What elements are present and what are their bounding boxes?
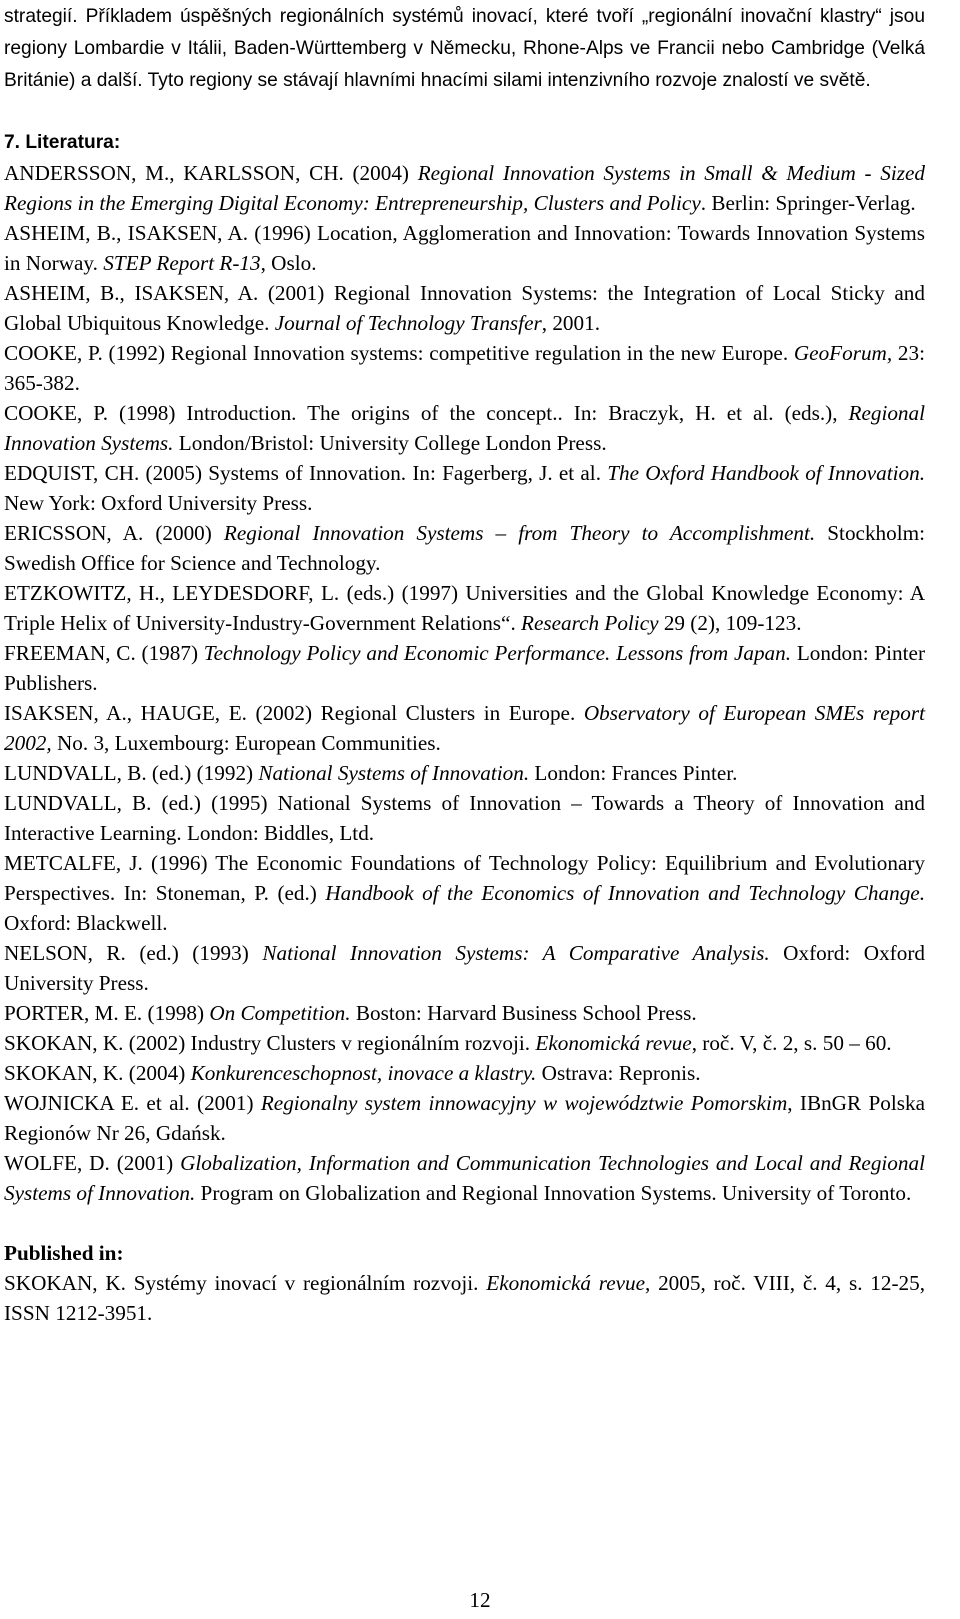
ref-italic: Konkurenceschopnost, inovace a klastry. — [190, 1061, 537, 1085]
literature-heading — [4, 126, 925, 158]
ref-plain: EDQUIST, CH. (2005) Systems of Innovation. In: Fagerberg, J. et al. — [4, 461, 608, 485]
intro-text-1: strategií. Příkladem úspěšných regionálních systémů inovací, které tvoří „regionální inovační klastry“ jsou regiony Lombardie v Itálii, Baden-Württemberg v Německu, Rhone-Alps ve Francii nebo Cambridge (Velká Británie) a další. — [4, 6, 925, 91]
ref-plain: ETZKOWITZ, H., LEYDESDORF, L. (eds.) (1997) Universities and the Global Knowledge Economy: A Triple Helix of University-Industry-Government Relations“. — [4, 581, 925, 635]
ref-plain: FREEMAN, C. (1987) — [4, 641, 204, 665]
reference-item — [4, 1028, 925, 1058]
document-page — [4, 0, 925, 1328]
ref-tail: . Berlin: Springer-Verlag. — [700, 191, 916, 215]
ref-plain: ASHEIM, B., ISAKSEN, A. (2001) Regional Innovation Systems: the Integration of Local Sticky and Global Ubiquitous Knowledge. — [4, 281, 925, 335]
ref-plain: ANDERSSON, M., KARLSSON, CH. (2004) — [4, 161, 418, 185]
reference-item — [4, 698, 925, 758]
reference-item — [4, 398, 925, 458]
ref-italic: Research Policy — [521, 611, 659, 635]
ref-plain: METCALFE, J. (1996) The Economic Foundations of Technology Policy: Equilibrium and Evolutionary Perspectives. In: Stoneman, P. (ed.) — [4, 851, 925, 905]
ref-plain: LUNDVALL, B. (ed.) (1992) — [4, 761, 259, 785]
ref-italic: On Competition. — [209, 1001, 351, 1025]
ref-tail: No. 3, Luxembourg: European Communities. — [51, 731, 441, 755]
ref-plain: ERICSSON, A. (2000) — [4, 521, 224, 545]
ref-plain: COOKE, P. (1998) Introduction. The origins of the concept.. In: Braczyk, H. et al. (eds.), — [4, 401, 849, 425]
ref-tail: , roč. V, č. 2, s. 50 – 60. — [691, 1031, 892, 1055]
intro-paragraph — [4, 0, 925, 96]
published-heading: Published in: — [4, 1241, 124, 1265]
ref-tail: Ostrava: Repronis. — [536, 1061, 701, 1085]
ref-plain: WOLFE, D. (2001) — [4, 1151, 181, 1175]
ref-plain: LUNDVALL, B. (ed.) (1995) National Systems of Innovation – Towards a Theory of Innovation and Interactive Learning. London: Biddles, Ltd. — [4, 791, 925, 845]
ref-plain: NELSON, R. (ed.) (1993) — [4, 941, 263, 965]
reference-item — [4, 938, 925, 998]
ref-italic: STEP Report R-13 — [103, 251, 261, 275]
ref-plain: WOJNICKA E. et al. (2001) — [4, 1091, 261, 1115]
ref-tail: New York: Oxford University Press. — [4, 491, 313, 515]
ref-plain: PORTER, M. E. (1998) — [4, 1001, 210, 1025]
ref-tail: , IBnGR Polska Regionów Nr 26, Gdańsk. — [4, 1091, 925, 1145]
ref-plain: SKOKAN, K. (2004) — [4, 1061, 191, 1085]
ref-plain: ISAKSEN, A., HAUGE, E. (2002) Regional Clusters in Europe. — [4, 701, 584, 725]
reference-item — [4, 788, 925, 848]
reference-item — [4, 278, 925, 338]
ref-italic: Regionalny system innowacyjny w województwie Pomorskim — [260, 1091, 788, 1115]
ref-italic: Technology Policy and Economic Performance. Lessons from Japan. — [203, 641, 792, 665]
ref-tail: Oxford: Blackwell. — [4, 911, 168, 935]
reference-item — [4, 638, 925, 698]
ref-tail: , Oslo. — [260, 251, 317, 275]
ref-tail: Oxford: Oxford University Press. — [4, 941, 925, 995]
ref-italic: Globalization, Information and Communication Technologies and Local and Regional Systems of Innovation. — [4, 1151, 925, 1205]
pub-italic: Ekonomická revue — [486, 1271, 646, 1295]
reference-item — [4, 1148, 925, 1208]
ref-italic: Regional Innovation Systems in Small & Medium - Sized Regions in the Emerging Digital Economy: Entrepreneurship, Clusters and Policy — [4, 161, 925, 215]
ref-tail: Program on Globalization and Regional Innovation Systems. University of Toronto. — [195, 1181, 912, 1205]
ref-tail: London: Pinter Publishers. — [4, 641, 925, 695]
ref-italic: Regional Innovation Systems. — [4, 401, 925, 455]
reference-item — [4, 158, 925, 218]
ref-italic: National Systems of Innovation. — [258, 761, 530, 785]
ref-plain: SKOKAN, K. (2002) Industry Clusters v regionálním rozvoji. — [4, 1031, 536, 1055]
ref-tail: Stockholm: Swedish Office for Science and Technology. — [4, 521, 925, 575]
reference-item — [4, 1058, 925, 1088]
ref-tail: 23: 365-382. — [4, 341, 925, 395]
ref-tail: Boston: Harvard Business School Press. — [350, 1001, 697, 1025]
literature-heading-text: 7. Literatura: — [4, 132, 121, 153]
ref-italic: GeoForum, — [793, 341, 893, 365]
page-number: 12 — [469, 1588, 491, 1612]
reference-item — [4, 218, 925, 278]
ref-plain: COOKE, P. (1992) Regional Innovation systems: competitive regulation in the new Europe. — [4, 341, 794, 365]
published-reference — [4, 1268, 925, 1328]
reference-item — [4, 998, 925, 1028]
ref-tail: London: Frances Pinter. — [529, 761, 738, 785]
reference-item — [4, 1088, 925, 1148]
reference-item — [4, 458, 925, 518]
ref-tail: , 2001. — [541, 311, 600, 335]
ref-italic: Journal of Technology Transfer — [274, 311, 542, 335]
ref-plain: ASHEIM, B., ISAKSEN, A. (1996) Location, Agglomeration and Innovation: Towards Innovation Systems in Norway. — [4, 221, 925, 275]
ref-italic: Ekonomická revue — [535, 1031, 692, 1055]
reference-list — [4, 158, 925, 1208]
pub-tail: , 2005, roč. VIII, č. 4, s. 12-25, ISSN 1212-3951. — [4, 1271, 926, 1325]
ref-italic: National Innovation Systems: A Comparative Analysis. — [262, 941, 770, 965]
ref-tail: London/Bristol: University College London Press. — [173, 431, 607, 455]
ref-italic: Observatory of European SMEs report 2002, — [4, 701, 925, 755]
ref-tail: 29 (2), 109-123. — [658, 611, 802, 635]
reference-item — [4, 518, 925, 578]
pub-plain: SKOKAN, K. Systémy inovací v regionálním rozvoji. — [4, 1271, 487, 1295]
ref-italic: Handbook of the Economics of Innovation and Technology Change. — [325, 881, 925, 905]
ref-italic: Regional Innovation Systems – from Theory to Accomplishment. — [223, 521, 816, 545]
reference-item — [4, 578, 925, 638]
ref-italic: The Oxford Handbook of Innovation. — [607, 461, 925, 485]
intro-text-2: Tyto regiony se stávají hlavními hnacími silami intenzivního rozvoje znalostí ve světě. — [142, 70, 871, 91]
reference-item — [4, 758, 925, 788]
reference-item — [4, 848, 925, 938]
reference-item — [4, 338, 925, 398]
